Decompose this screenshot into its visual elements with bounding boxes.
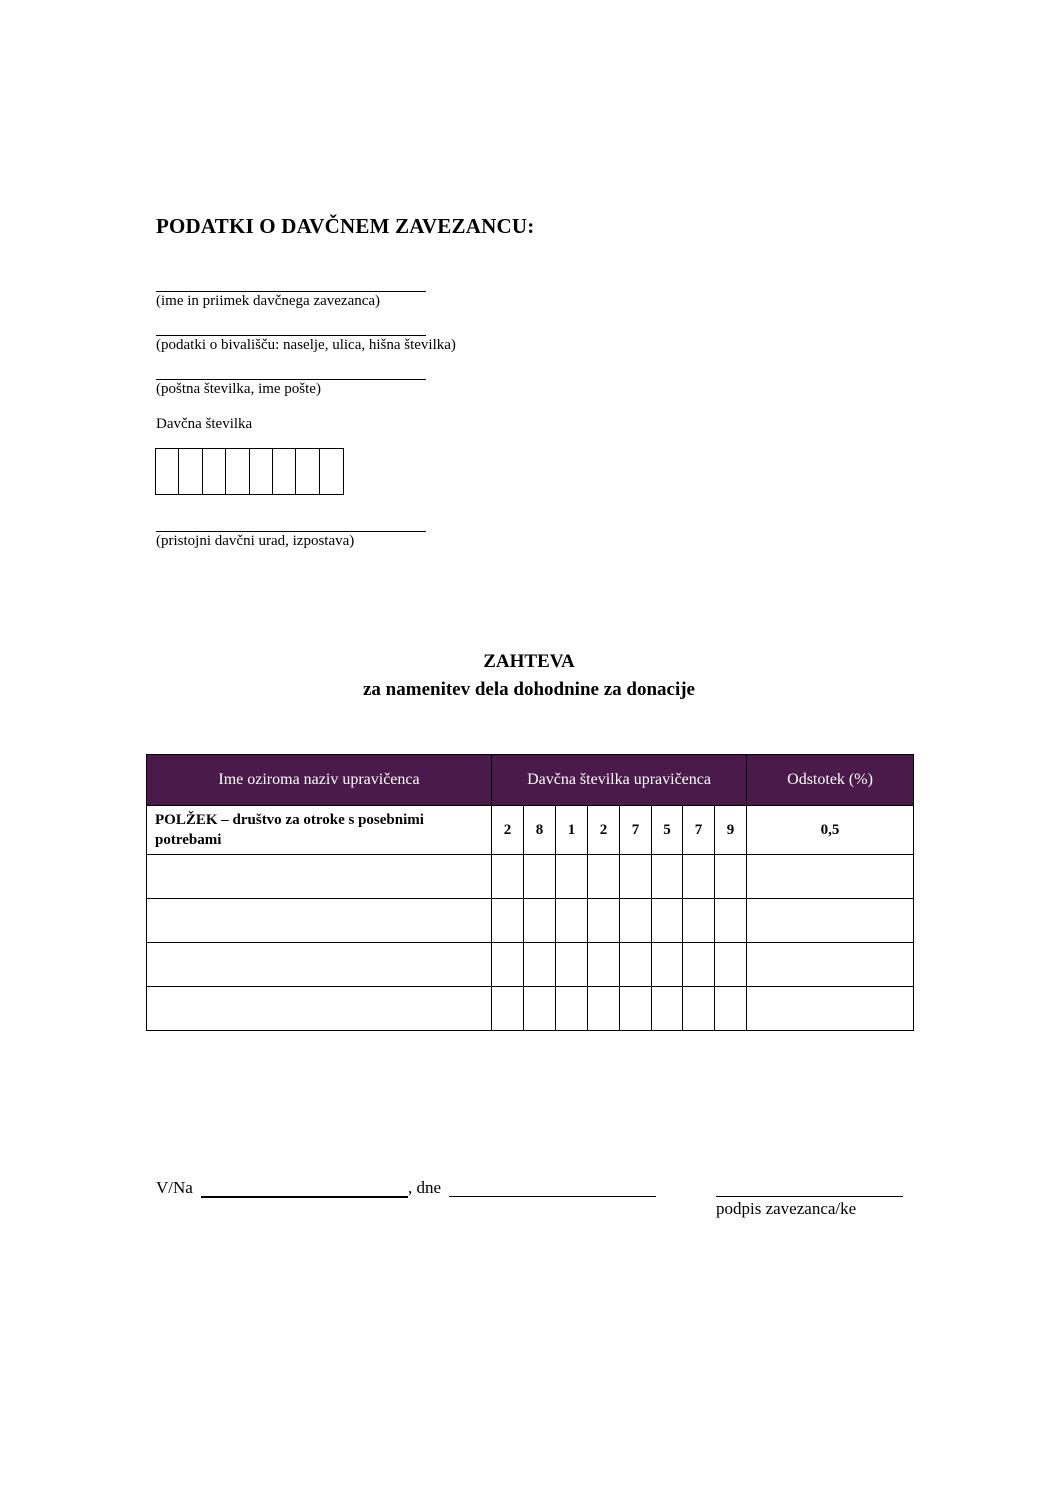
tax-digit-box[interactable] — [179, 449, 202, 494]
tax-digit-box[interactable] — [296, 449, 319, 494]
tax-digit-cell[interactable] — [524, 855, 556, 899]
percent-cell[interactable] — [747, 943, 914, 987]
tax-digit-cell[interactable]: 9 — [715, 806, 747, 855]
tax-digit-cell[interactable] — [683, 943, 715, 987]
tax-digit-cell[interactable] — [652, 987, 683, 1031]
post-caption: (poštna številka, ime pošte) — [156, 381, 321, 397]
tax-digit-cell[interactable] — [620, 899, 652, 943]
document-subtitle: za namenitev dela dohodnine za donacije — [363, 679, 695, 700]
beneficiary-name-cell[interactable] — [147, 943, 492, 987]
percent-cell[interactable] — [747, 855, 914, 899]
address-caption: (podatki o bivališču: naselje, ulica, hišna številka) — [156, 337, 456, 353]
tax-digit-cell[interactable] — [620, 943, 652, 987]
tax-digit-cell[interactable] — [652, 899, 683, 943]
tax-digit-cell[interactable] — [588, 899, 620, 943]
table-header-row — [147, 755, 914, 806]
percent-cell[interactable] — [747, 899, 914, 943]
document-title: ZAHTEVA — [483, 651, 575, 672]
beneficiary-name-cell[interactable] — [147, 987, 492, 1031]
tax-digit-cell[interactable] — [492, 943, 524, 987]
tax-digit-cell[interactable]: 8 — [524, 806, 556, 855]
name-caption: (ime in priimek davčnega zavezanca) — [156, 293, 381, 309]
beneficiary-name-cell[interactable] — [147, 899, 492, 943]
tax-digit-cell[interactable] — [620, 855, 652, 899]
tax-digit-cell[interactable] — [588, 987, 620, 1031]
tax-digit-box[interactable] — [226, 449, 249, 494]
place-prefix: V/Na — [156, 1178, 193, 1197]
percent-cell[interactable]: 0,5 — [747, 806, 914, 855]
tax-digit-box[interactable] — [203, 449, 226, 494]
tax-digit-cell[interactable] — [556, 987, 588, 1031]
section-title: PODATKI O DAVČNEM ZAVEZANCU: — [156, 214, 535, 238]
date-line[interactable] — [449, 1196, 656, 1197]
tax-digit-cell[interactable] — [715, 987, 747, 1031]
tax-digit-cell[interactable] — [524, 987, 556, 1031]
tax-digit-cell[interactable]: 2 — [588, 806, 620, 855]
tax-office-line[interactable] — [156, 531, 426, 532]
tax-digit-cell[interactable] — [588, 855, 620, 899]
tax-digit-cell[interactable] — [620, 987, 652, 1031]
beneficiary-name-cell[interactable]: POLŽEK – društvo za otroke s posebnimi potrebami — [147, 806, 492, 855]
tax-digit-cell[interactable] — [715, 899, 747, 943]
header-percent: Odstotek (%) — [747, 755, 914, 806]
tax-digit-cell[interactable] — [715, 855, 747, 899]
tax-digit-cell[interactable] — [492, 899, 524, 943]
table-row — [147, 943, 914, 987]
tax-digit-cell[interactable] — [715, 943, 747, 987]
signature-line[interactable] — [716, 1196, 903, 1197]
tax-digit-cell[interactable] — [492, 987, 524, 1031]
tax-digit-cell[interactable] — [556, 855, 588, 899]
tax-digit-cell[interactable]: 1 — [556, 806, 588, 855]
place-line[interactable] — [201, 1196, 408, 1198]
tax-digit-cell[interactable] — [683, 987, 715, 1031]
tax-digit-cell[interactable]: 2 — [492, 806, 524, 855]
table-row — [147, 855, 914, 899]
tax-digit-cell[interactable] — [524, 943, 556, 987]
post-line[interactable] — [156, 379, 426, 380]
percent-cell[interactable] — [747, 987, 914, 1031]
date-prefix: , dne — [408, 1178, 442, 1197]
tax-digit-box[interactable] — [273, 449, 296, 494]
tax-digit-cell[interactable] — [683, 899, 715, 943]
beneficiary-table — [146, 754, 914, 1031]
table-row — [147, 987, 914, 1031]
tax-digit-cell[interactable]: 5 — [652, 806, 683, 855]
tax-digit-box[interactable] — [320, 449, 343, 494]
tax-digit-cell[interactable] — [652, 855, 683, 899]
signature-label: podpis zavezanca/ke — [716, 1199, 857, 1218]
tax-digit-cell[interactable]: 7 — [683, 806, 715, 855]
tax-number-grid[interactable] — [155, 448, 344, 495]
name-line[interactable] — [156, 291, 426, 292]
address-line[interactable] — [156, 335, 426, 336]
tax-digit-cell[interactable] — [524, 899, 556, 943]
tax-digit-cell[interactable] — [588, 943, 620, 987]
header-name: Ime oziroma naziv upravičenca — [147, 755, 492, 806]
tax-digit-cell[interactable]: 7 — [620, 806, 652, 855]
tax-digit-cell[interactable] — [492, 855, 524, 899]
tax-digit-cell[interactable] — [652, 943, 683, 987]
tax-digit-cell[interactable] — [556, 943, 588, 987]
beneficiary-name-cell[interactable] — [147, 855, 492, 899]
header-tax-number: Davčna številka upravičenca — [492, 755, 747, 806]
table-row — [147, 899, 914, 943]
tax-office-caption: (pristojni davčni urad, izpostava) — [156, 533, 355, 549]
tax-digit-box[interactable] — [156, 449, 179, 494]
tax-digit-cell[interactable] — [683, 855, 715, 899]
tax-digit-box[interactable] — [250, 449, 273, 494]
table-row — [147, 806, 914, 855]
tax-number-label: Davčna številka — [156, 416, 253, 432]
tax-digit-cell[interactable] — [556, 899, 588, 943]
